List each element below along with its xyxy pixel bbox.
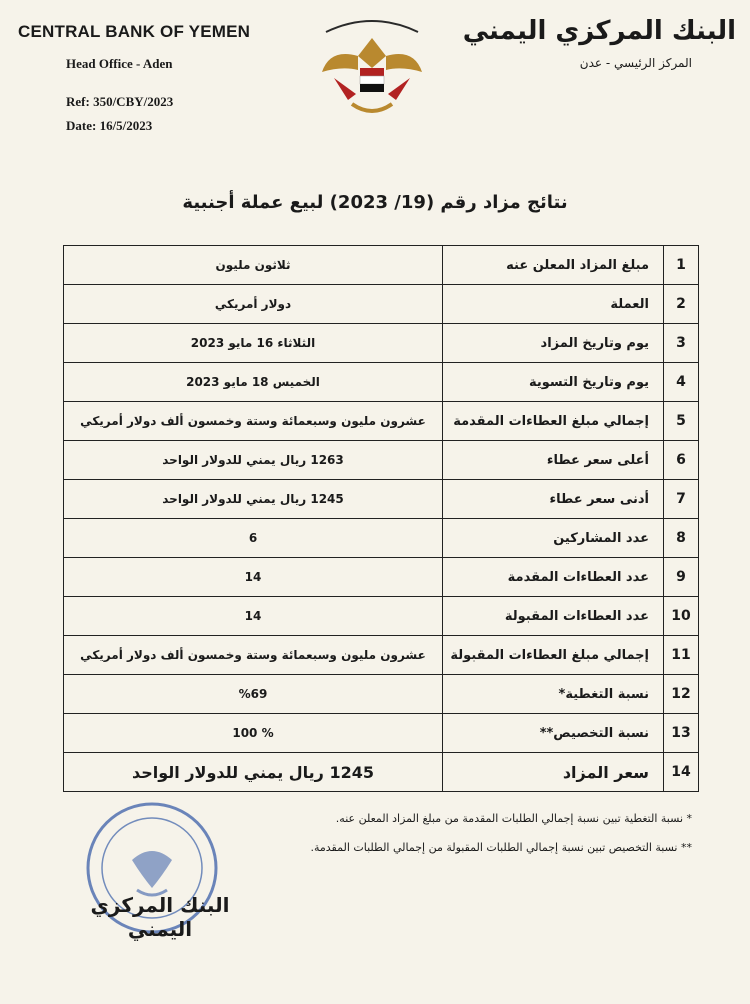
row-number: 9 xyxy=(664,558,699,597)
row-number: 12 xyxy=(664,675,699,714)
bank-name-ar: البنك المركزي اليمني xyxy=(462,16,736,46)
row-label: إجمالي مبلغ العطاءات المقدمة xyxy=(443,402,664,441)
document-date: Date: 16/5/2023 xyxy=(66,118,153,133)
row-number: 6 xyxy=(664,441,699,480)
row-value: 14 xyxy=(64,597,443,636)
table-row xyxy=(64,246,699,285)
row-label: نسبة التخصيص** xyxy=(443,714,664,753)
table-row xyxy=(64,441,699,480)
table-row xyxy=(64,558,699,597)
table-row xyxy=(64,324,699,363)
row-label: إجمالي مبلغ العطاءات المقبولة xyxy=(443,636,664,675)
row-value: 1245 ريال يمني للدولار الواحد xyxy=(64,480,443,519)
row-value: الخميس 18 مايو 2023 xyxy=(64,363,443,402)
row-number: 8 xyxy=(664,519,699,558)
table-row xyxy=(64,753,699,792)
row-number: 14 xyxy=(664,753,699,792)
row-value: عشرون مليون وسبعمائة وستة وخمسون ألف دولار أمريكي xyxy=(64,636,443,675)
row-number: 13 xyxy=(664,714,699,753)
table-row xyxy=(64,675,699,714)
row-label: أعلى سعر عطاء xyxy=(443,441,664,480)
row-value: 1263 ريال يمني للدولار الواحد xyxy=(64,441,443,480)
row-number: 3 xyxy=(664,324,699,363)
row-value: 6 xyxy=(64,519,443,558)
row-number: 4 xyxy=(664,363,699,402)
row-label: عدد المشاركين xyxy=(443,519,664,558)
table-row xyxy=(64,597,699,636)
row-label: يوم وتاريخ التسوية xyxy=(443,363,664,402)
auction-results-table xyxy=(63,245,699,792)
row-label: أدنى سعر عطاء xyxy=(443,480,664,519)
row-label: سعر المزاد xyxy=(443,753,664,792)
row-value: الثلاثاء 16 مايو 2023 xyxy=(64,324,443,363)
row-number: 11 xyxy=(664,636,699,675)
table-row xyxy=(64,285,699,324)
row-number: 10 xyxy=(664,597,699,636)
footnotes xyxy=(311,804,693,862)
page-title: نتائج مزاد رقم (19/ 2023) لبيع عملة أجنبية xyxy=(182,192,568,213)
office-ar: المركز الرئيسي - عدن xyxy=(579,56,692,70)
header-right xyxy=(463,16,736,70)
yemen-emblem-icon xyxy=(312,8,432,120)
table-row xyxy=(64,363,699,402)
signature-bank-name: البنك المركزي اليمني xyxy=(90,893,230,941)
row-value: % 100 xyxy=(64,714,443,753)
row-value: 1245 ريال يمني للدولار الواحد xyxy=(64,753,443,792)
row-label: عدد العطاءات المقبولة xyxy=(443,597,664,636)
office-en: Head Office - Aden xyxy=(66,56,173,71)
table-row xyxy=(64,402,699,441)
row-label: مبلغ المزاد المعلن عنه xyxy=(443,246,664,285)
row-value: دولار أمريكي xyxy=(64,285,443,324)
footnote: ** نسبة التخصيص تبين نسبة إجمالي الطلبات المقبولة من إجمالي الطلبات المقدمة. xyxy=(310,841,692,854)
row-value: 14 xyxy=(64,558,443,597)
footnote: * نسبة التغطية تبين نسبة إجمالي الطلبات المقدمة من مبلغ المزاد المعلن عنه. xyxy=(335,812,692,825)
reference-number: Ref: 350/CBY/2023 xyxy=(66,94,174,109)
bank-name-en: CENTRAL BANK OF YEMEN xyxy=(18,22,251,41)
header-left xyxy=(18,22,250,134)
row-number: 5 xyxy=(664,402,699,441)
row-label: عدد العطاءات المقدمة xyxy=(443,558,664,597)
row-number: 7 xyxy=(664,480,699,519)
row-value: %69 xyxy=(64,675,443,714)
row-number: 1 xyxy=(664,246,699,285)
row-label: العملة xyxy=(443,285,664,324)
table-row xyxy=(64,519,699,558)
row-value: عشرون مليون وسبعمائة وستة وخمسون ألف دولار أمريكي xyxy=(64,402,443,441)
table-row xyxy=(64,480,699,519)
table-row xyxy=(64,636,699,675)
table-row xyxy=(64,714,699,753)
row-value: ثلاثون مليون xyxy=(64,246,443,285)
row-label: نسبة التغطية* xyxy=(443,675,664,714)
row-number: 2 xyxy=(664,285,699,324)
row-label: يوم وتاريخ المزاد xyxy=(443,324,664,363)
